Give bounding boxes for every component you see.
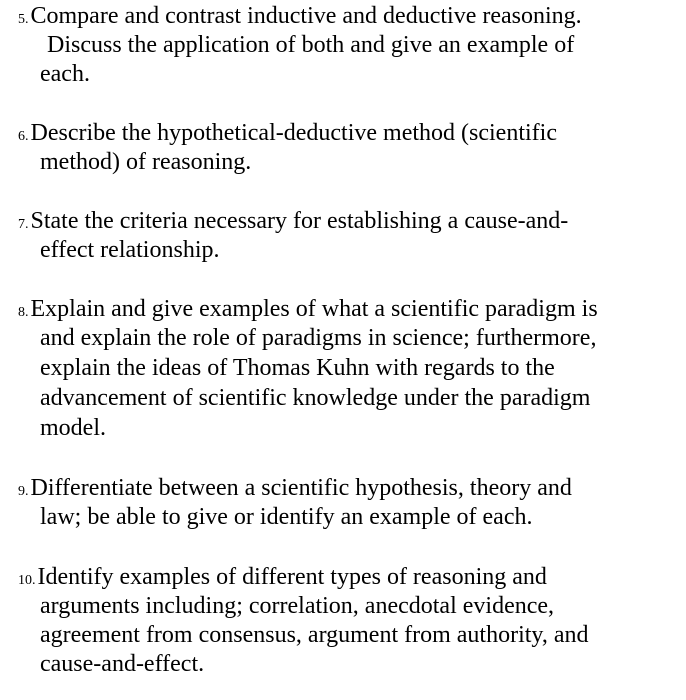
question-text: advancement of scientific knowledge under the paradigm — [40, 385, 591, 411]
question-number: 5. — [18, 12, 29, 27]
question-number: 6. — [18, 129, 29, 144]
question-number: 8. — [18, 305, 29, 320]
question-text: law; be able to give or identify an example of each. — [40, 504, 533, 530]
question-text: arguments including; correlation, anecdotal evidence, — [40, 593, 555, 619]
question-text: cause-and-effect. — [40, 651, 205, 677]
question-line — [18, 563, 547, 592]
question-line — [18, 474, 572, 503]
question-text: each. — [40, 61, 90, 87]
question-text: Compare and contrast inductive and deductive reasoning. — [30, 3, 582, 29]
question-text: Describe the hypothetical-deductive method (scientific — [30, 120, 557, 146]
question-number: 7. — [18, 217, 29, 232]
question-text: Identify examples of different types of reasoning and — [37, 564, 547, 590]
question-text: and explain the role of paradigms in science; furthermore, — [40, 325, 597, 351]
question-line — [18, 2, 582, 31]
question-text: effect relationship. — [40, 237, 220, 263]
question-text: State the criteria necessary for establishing a cause-and- — [30, 208, 569, 234]
question-text: Discuss the application of both and give an example of — [47, 32, 575, 58]
question-line — [18, 119, 557, 148]
question-text: Differentiate between a scientific hypothesis, theory and — [30, 475, 572, 501]
question-text: agreement from consensus, argument from authority, and — [40, 622, 589, 648]
question-text: method) of reasoning. — [40, 149, 252, 175]
question-text: Explain and give examples of what a scientific paradigm is — [30, 296, 598, 322]
question-line — [18, 295, 598, 324]
question-number: 10. — [18, 573, 36, 588]
question-number: 9. — [18, 484, 29, 499]
question-line — [18, 207, 568, 236]
question-text: explain the ideas of Thomas Kuhn with regards to the — [40, 355, 555, 381]
question-text: model. — [40, 415, 106, 441]
